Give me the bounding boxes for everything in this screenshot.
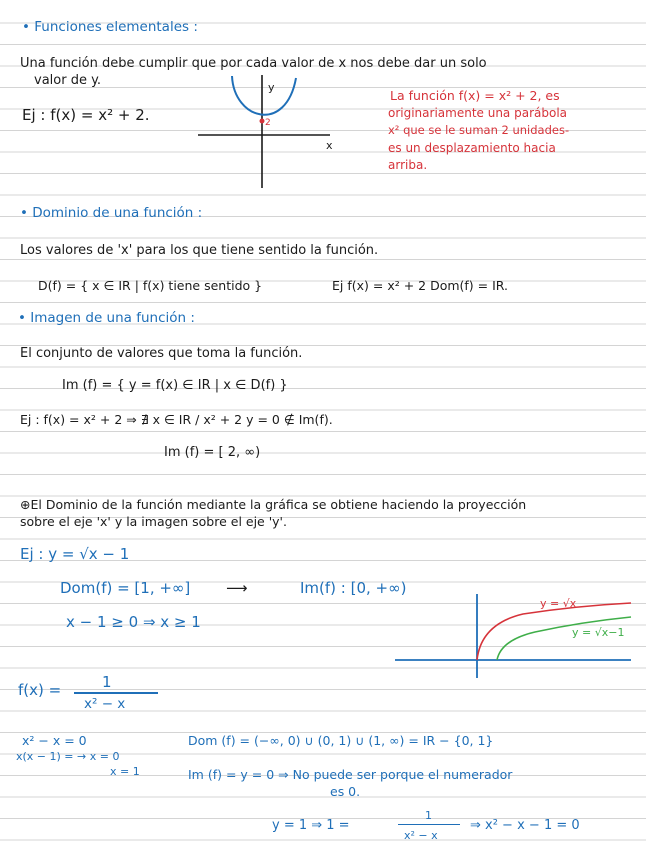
graph-axis-y-label: y: [268, 81, 275, 94]
domain-to-image-arrow: ⟶: [226, 579, 248, 597]
heading-imagen: • Imagen de una función :: [18, 310, 195, 326]
quadratic-result: ⇒ x² − x − 1 = 0: [470, 818, 580, 833]
graph-axis-x-label: x: [326, 139, 333, 152]
dominio-set-notation: D(f) = { x ∈ IR | f(x) tiene sentido }: [38, 278, 263, 293]
sqrt-image: Im(f) : [0, +∞): [300, 579, 407, 597]
sqrt-domain: Dom(f) = [1, +∞]: [60, 579, 191, 597]
rational-image-analysis-cont: es 0.: [330, 784, 361, 799]
imagen-example: Ej : f(x) = x² + 2 ⇒ ∄ x ∈ IR / x² + 2 y = 0 ∉ Im(f).: [20, 412, 333, 427]
imagen-result: Im (f) = [ 2, ∞): [164, 445, 261, 460]
y-equals-1-denominator: x² − x: [404, 829, 438, 842]
dominio-example: Ej f(x) = x² + 2 Dom(f) = IR.: [332, 278, 508, 293]
rational-denominator: x² − x: [84, 696, 126, 712]
rational-function-label: f(x) =: [18, 681, 62, 699]
example-function: Ej : f(x) = x² + 2.: [22, 106, 150, 124]
projection-note-line-2: sobre el eje 'x' y la imagen sobre el eje 'y'.: [20, 514, 287, 529]
projection-note-line-1: ⊕El Dominio de la función mediante la gráfica se obtiene haciendo la proyección: [20, 497, 527, 512]
root-x-equals-1: x = 1: [110, 765, 140, 778]
y-equals-1-case: y = 1 ⇒ 1 =: [272, 818, 350, 833]
dominio-definition: Los valores de 'x' para los que tiene sentido la función.: [20, 243, 379, 258]
sqrt-inequality: x − 1 ≥ 0 ⇒ x ≥ 1: [66, 613, 201, 631]
heading-funciones-elementales: • Funciones elementales :: [22, 19, 198, 35]
graph-point-label: 2: [265, 118, 271, 128]
legend-sqrt-x-minus-1: y = √x−1: [572, 626, 625, 639]
rational-fraction-bar: [74, 692, 158, 694]
rational-domain: Dom (f) = (−∞, 0) ∪ (0, 1) ∪ (1, ∞) = IR − {0, 1}: [188, 733, 494, 748]
legend-sqrt-x: y = √x: [540, 597, 577, 610]
rational-image-analysis: Im (f) = y = 0 ⇒ No puede ser porque el numerador: [188, 767, 513, 782]
y-equals-1-numerator: 1: [425, 809, 432, 822]
factorized-eq: x(x − 1) = → x = 0: [16, 750, 120, 763]
note-line-5: arriba.: [388, 158, 428, 172]
note-line-2: originariamente una parábola: [388, 106, 568, 120]
y-equals-1-fraction-bar: [398, 824, 460, 825]
imagen-set-notation: Im (f) = { y = f(x) ∈ IR | x ∈ D(f) }: [62, 378, 288, 393]
imagen-definition: El conjunto de valores que toma la función.: [20, 346, 303, 361]
rational-numerator: 1: [102, 673, 112, 691]
heading-dominio: • Dominio de una función :: [20, 205, 203, 221]
definition-line-1: Una función debe cumplir que por cada valor de x nos debe dar un solo: [20, 56, 487, 71]
definition-line-2: valor de y.: [34, 73, 102, 88]
sqrt-example: Ej : y = √x − 1: [20, 545, 130, 563]
denominator-zero-eq: x² − x = 0: [22, 733, 87, 748]
note-line-1: La función f(x) = x² + 2, es: [390, 88, 560, 103]
note-line-3: x² que se le suman 2 unidades-: [388, 123, 570, 137]
note-line-4: es un desplazamiento hacia: [388, 141, 556, 155]
